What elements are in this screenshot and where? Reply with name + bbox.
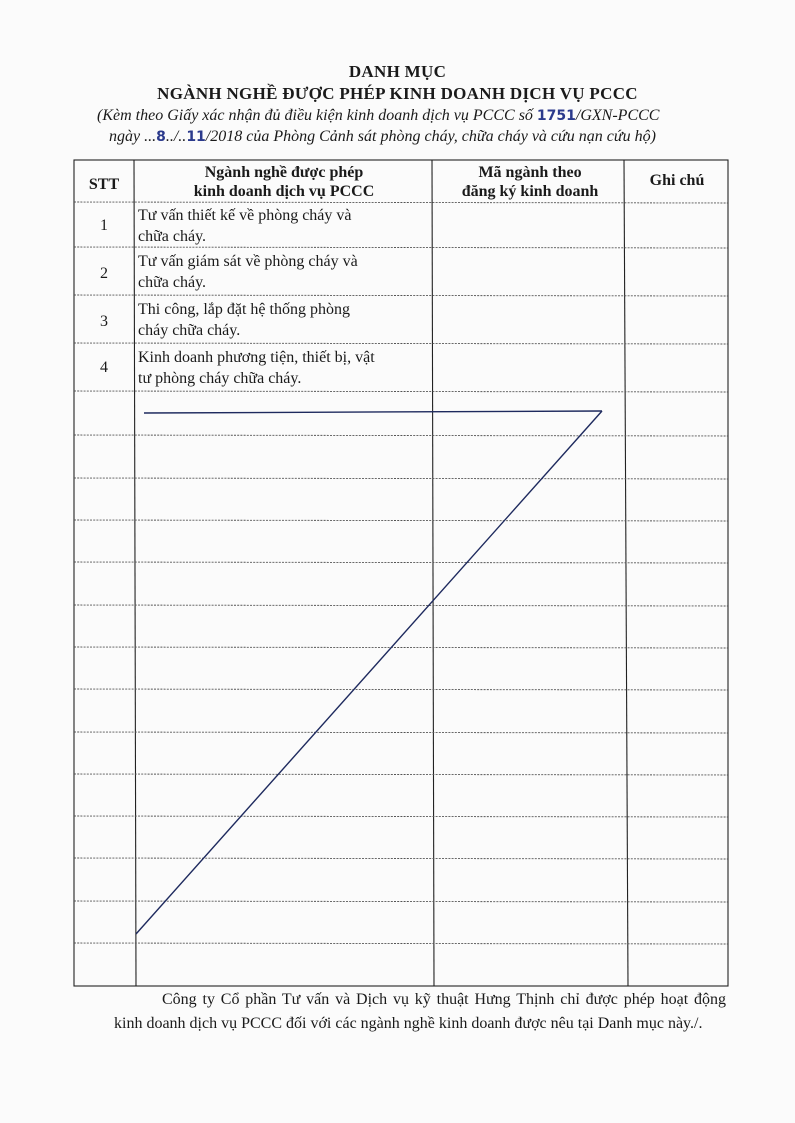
header-line: đăng ký kinh doanh	[461, 183, 599, 200]
header-line: Mã ngành theo	[478, 164, 582, 181]
note-text: ../..	[165, 128, 187, 145]
table-row-2-task	[138, 251, 426, 293]
document-title: DANH MỤC	[348, 62, 447, 81]
handwritten-day: 8	[156, 129, 166, 145]
handwritten-month: 11	[186, 129, 206, 145]
table-row-4-task	[138, 347, 426, 389]
strike-mark	[136, 411, 602, 934]
footer-statement: Công ty Cổ phần Tư vấn và Dịch vụ kỹ thuật Hưng Thịnh chỉ được phép hoạt động kinh doanh dịch vụ PCCC đối với các ngành nghề kinh doanh được nêu tại Danh mục này./.	[114, 991, 726, 1032]
attachment-note-line2	[109, 128, 656, 146]
note-text: /2018 của Phòng Cảnh sát phòng cháy, chữa cháy và cứu nạn cứu hộ)	[205, 128, 656, 145]
task-line: Thi công, lắp đặt hệ thống phòng	[138, 301, 350, 318]
note-text: /GXN-PCCC	[575, 107, 660, 124]
column-header-nganh-nghe	[136, 163, 432, 201]
note-text: ngày ...	[109, 128, 157, 145]
table-row-3-task	[138, 299, 426, 341]
header-line: kinh doanh dịch vụ PCCC	[193, 183, 375, 200]
attachment-note-line1	[97, 107, 659, 125]
task-line: Tư vấn giám sát về phòng cháy và	[138, 253, 358, 270]
table-row-4-stt: 4	[100, 359, 108, 376]
task-line: cháy chữa cháy.	[138, 322, 241, 339]
note-text: (Kèm theo Giấy xác nhận đủ điều kiện kinh doanh dịch vụ PCCC số	[97, 107, 537, 124]
column-header-ma-nganh	[434, 163, 626, 201]
table-row-2-stt: 2	[100, 265, 108, 282]
table-row-1-stt: 1	[100, 217, 108, 234]
table-row-3-stt: 3	[100, 313, 108, 330]
handwritten-number: 1751	[536, 108, 576, 124]
column-header-ghi-chu: Ghi chú	[649, 172, 705, 189]
document-subtitle: NGÀNH NGHỀ ĐƯỢC PHÉP KINH DOANH DỊCH VỤ PCCC	[157, 84, 638, 103]
task-line: Tư vấn thiết kế về phòng cháy và	[138, 207, 352, 224]
header-line: Ngành nghề được phép	[204, 164, 364, 181]
column-header-stt: STT	[88, 176, 120, 193]
task-line: chữa cháy.	[138, 228, 207, 245]
table-row-1-task	[138, 205, 426, 247]
task-line: Kinh doanh phương tiện, thiết bị, vật	[138, 349, 375, 366]
task-line: chữa cháy.	[138, 274, 207, 291]
task-line: tư phòng cháy chữa cháy.	[138, 370, 302, 387]
